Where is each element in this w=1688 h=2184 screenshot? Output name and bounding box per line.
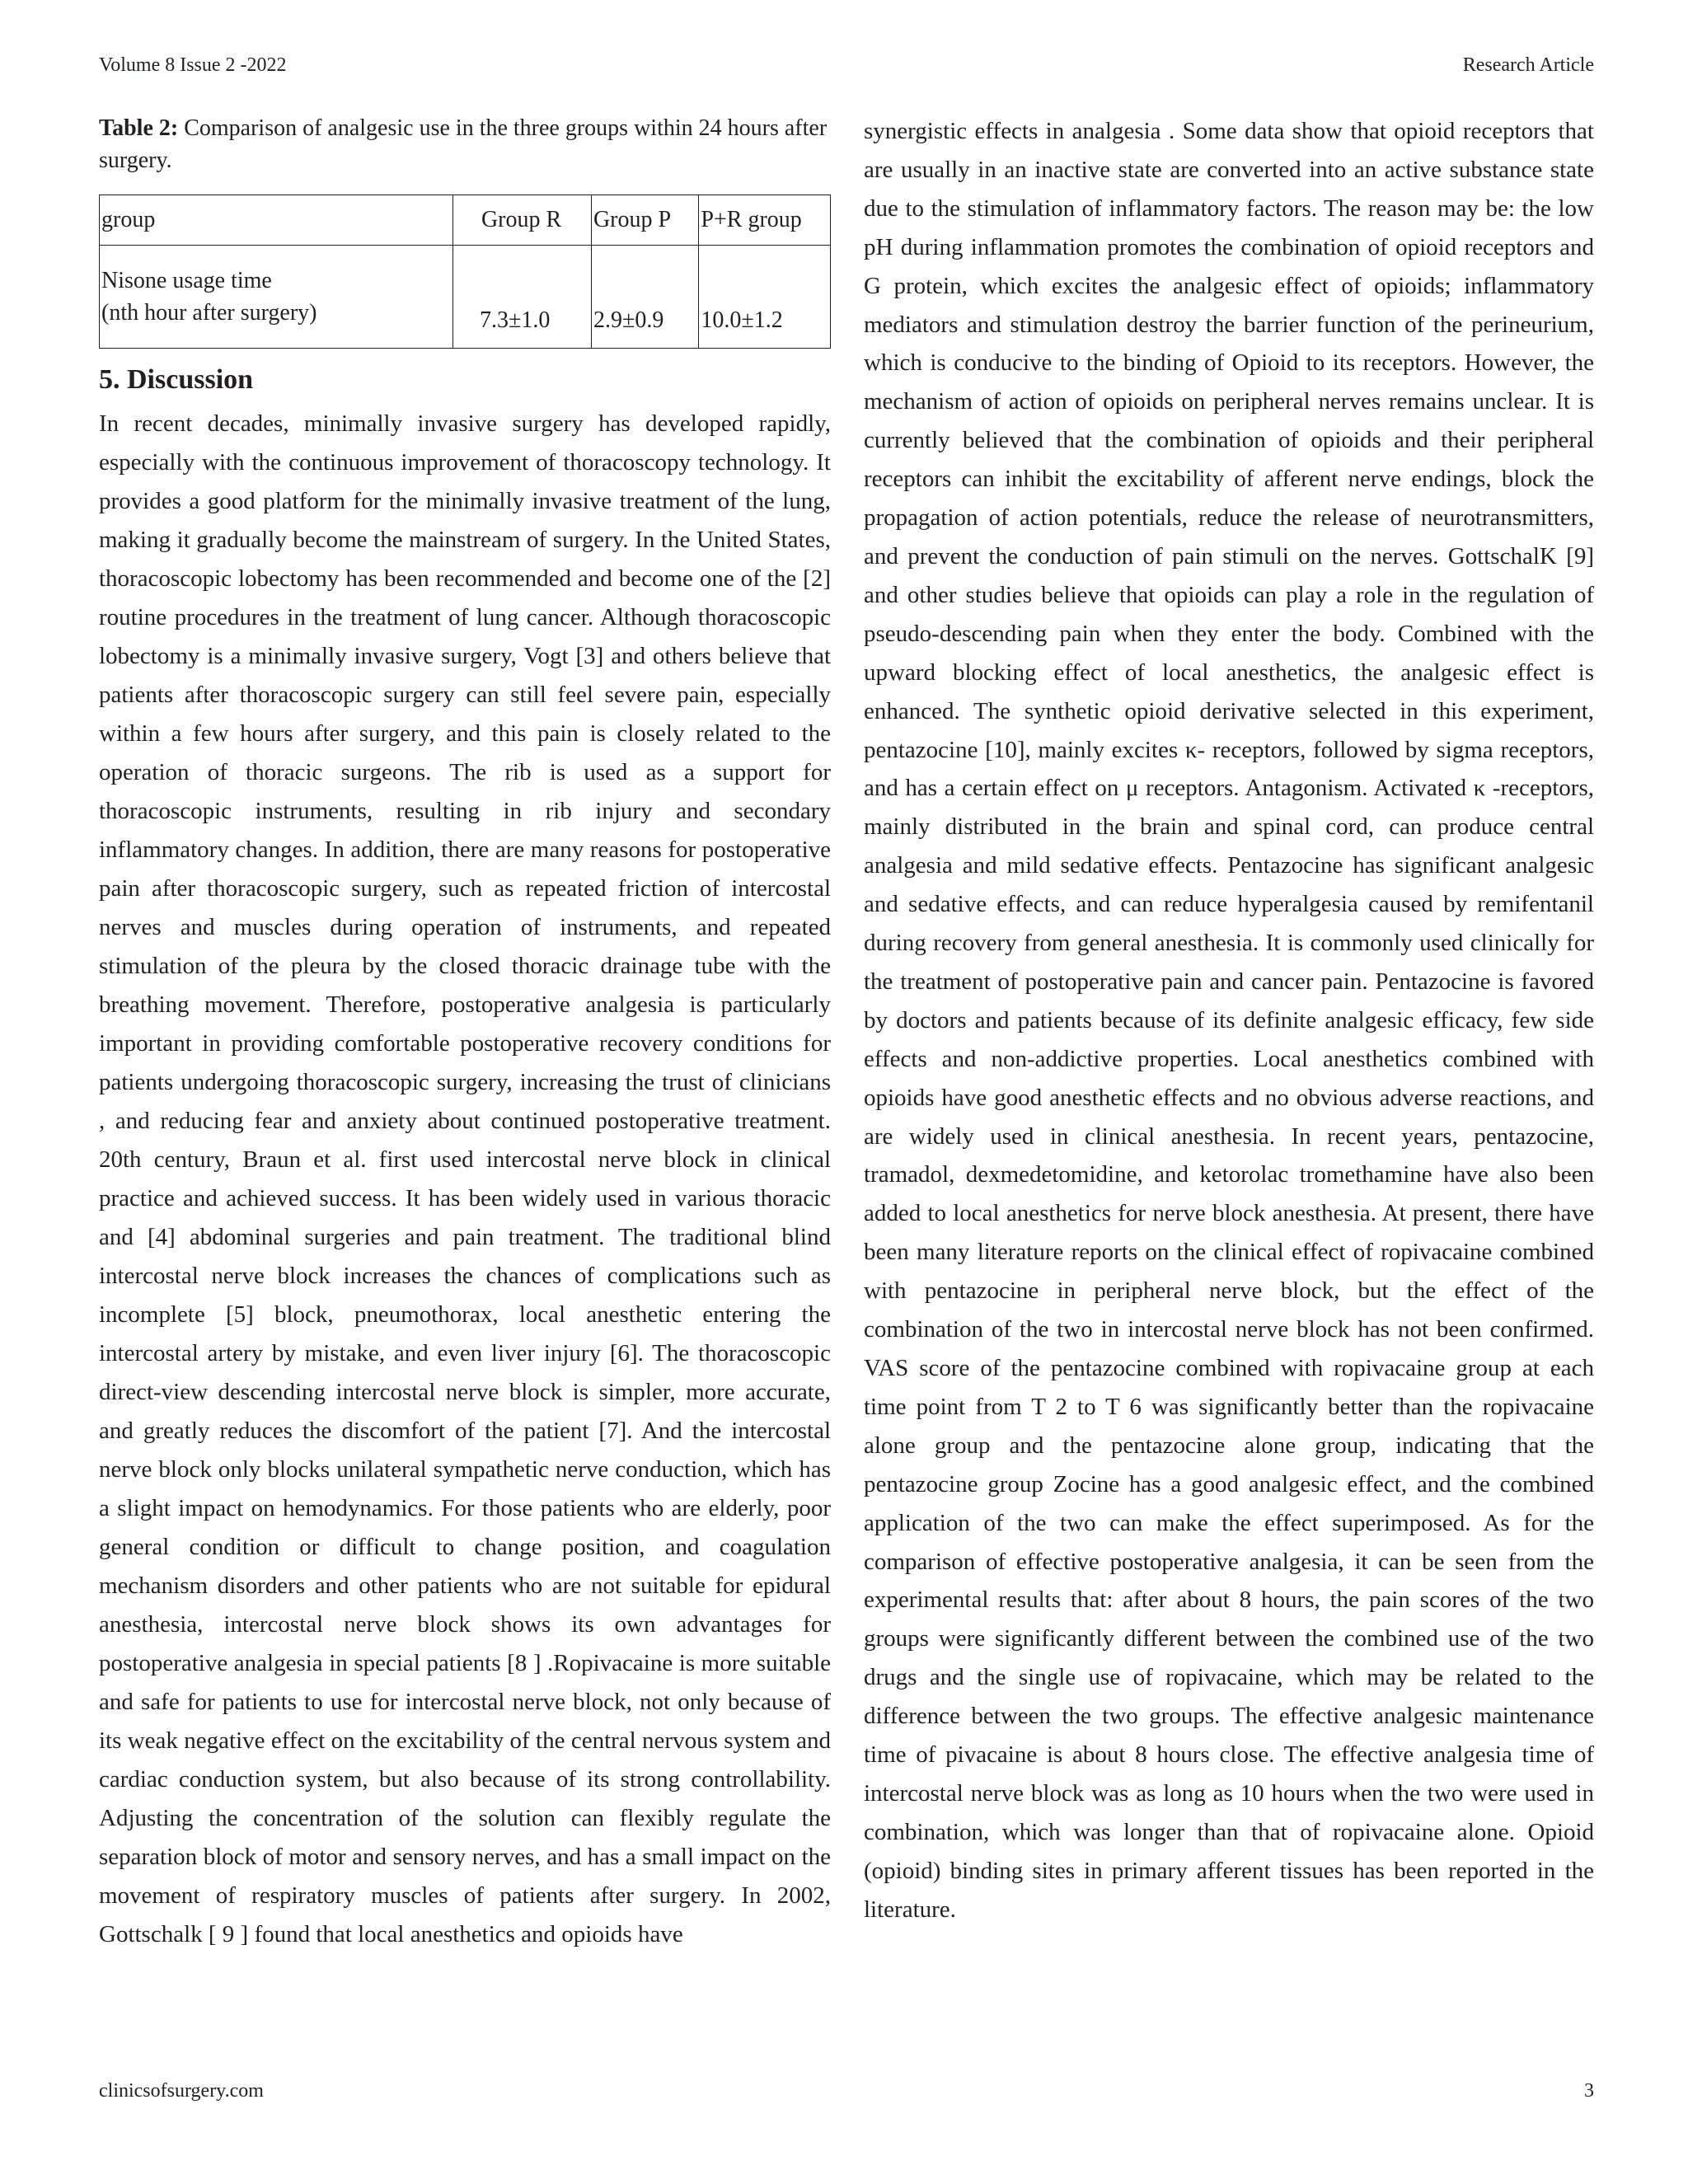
discussion-paragraph-left: In recent decades, minimally invasive surgery has developed rapidly, especially with the continuous improvement of thoracoscopy technology. It provides a good platform for the minimally invasive treatment of the lung, making it gradually become the mainstream of surgery. In the United States, thoracoscopic lobectomy has been recommended and become one of the [2] routine procedures in the treatment of lung cancer. Although thoracoscopic lobectomy is a minimally invasive surgery, Vogt [3] and others believe that patients after thoracoscopic surgery can still feel severe pain, especially within a few hours after surgery, and this pain is closely related to the operation of thoracic surgeons. The rib is used as a support for thoracoscopic instruments, resulting in rib injury and secondary inflammatory changes. In addition, there are many reasons for postoperative pain after thoracoscopic surgery, such as repeated friction of intercostal nerves and muscles during operation of instruments, and repeated stimulation of the pleura by the closed thoracic drainage tube with the breathing movement. Therefore, postoperative analgesia is particularly important in providing comfortable postoperative recovery conditions for patients undergoing thoracoscopic surgery, increasing the trust of clinicians , and reducing fear and anxiety about continued postoperative treatment. 20th century, Braun et al. first used intercostal nerve block in clinical practice and achieved success. It has been widely used in various thoracic and [4] abdominal surgeries and pain treatment. The traditional blind intercostal nerve block increases the chances of complications such as incomplete [5] block, pneumothorax, local anesthetic entering the intercostal artery by mistake, and even liver injury [6]. The thoracoscopic direct-view descending intercostal nerve block is simpler, more accurate, and greatly reduces the discomfort of the patient [7]. And the intercostal nerve block only blocks unilateral sympathetic nerve conduction, which has a slight impact on hemodynamics. For those patients who are elderly, poor general condition or difficult to change position, and coagulation mechanism disorders and other patients who are not suitable for epidural anesthesia, intercostal nerve block shows its own advantages for postoperative analgesia in special patients [8 ] .Ropivacaine is more suitable and safe for patients to use for intercostal nerve block, not only because of its weak negative effect on the excitability of the central nervous system and cardiac conduction system, but also because of its strong controllability. Adjusting the concentration of the solution can flexibly regulate the separation block of motor and sensory nerves, and has a small impact on the movement of respiratory muscles of patients after surgery. In 2002, Gottschalk [ 9 ] found that local anesthetics and opioids have bbox=[99, 410, 831, 1947]
left-column bbox=[99, 112, 831, 1954]
page-number: 3 bbox=[1584, 2080, 1594, 2102]
table-caption bbox=[99, 112, 831, 176]
row-label-line2: (nth hour after surgery) bbox=[101, 300, 317, 326]
table-caption-label: Table 2: bbox=[99, 115, 179, 141]
row-label bbox=[100, 246, 453, 349]
journal-volume: Volume 8 Issue 2 -2022 bbox=[99, 54, 287, 76]
col-header-group: group bbox=[100, 195, 453, 246]
analgesic-use-table bbox=[99, 194, 831, 349]
article-type: Research Article bbox=[1462, 54, 1594, 76]
discussion-paragraph-right: synergistic effects in analgesia . Some data show that opioid receptors that are usually in an inactive state are converted into an active substance state due to the stimulation of inflammatory factors. The reason may be: the low pH during inflammation promotes the combination of opioid receptors and G protein, which excites the analgesic effect of opioids; inflammatory mediators and stimulation destroy the barrier function of the perineurium, which is conducive to the binding of Opioid to its receptors. However, the mechanism of action of opioids on peripheral nerves remains unclear. It is currently believed that the combination of opioids and their peripheral receptors can inhibit the excitability of afferent nerve endings, block the propagation of action potentials, reduce the release of neurotransmitters, and prevent the conduction of pain stimuli on the nerves. GottschalK [9] and other studies believe that opioids can play a role in the regulation of pseudo-descending pain when they enter the body. Combined with the upward blocking effect of local anesthetics, the analgesic effect is enhanced. The synthetic opioid derivative selected in this experiment, pentazocine [10], mainly excites κ- receptors, followed by sigma receptors, and has a certain effect on μ receptors. Antagonism. Activated κ -receptors, mainly distributed in the brain and spinal cord, can produce central analgesia and mild sedative effects. Pentazocine has significant analgesic and sedative effects, and can reduce hyperalgesia caused by remifentanil during recovery from general anesthesia. It is commonly used clinically for the treatment of postoperative pain and cancer pain. Pentazocine is favored by doctors and patients because of its definite analgesic efficacy, few side effects and non-addictive properties. Local anesthetics combined with opioids have good anesthetic effects and no obvious adverse reactions, and are widely used in clinical anesthesia. In recent years, pentazocine, tramadol, dexmedetomidine, and ketorolac tromethamine have also been added to local anesthetics for nerve block anesthesia. At present, there have been many literature reports on the clinical effect of ropivacaine combined with pentazocine in peripheral nerve block, but the effect of the combination of the two in intercostal nerve block has not been confirmed. VAS score of the pentazocine combined with ropivacaine group at each time point from T 2 to T 6 was significantly better than the ropivacaine alone group and the pentazocine alone group, indicating that the pentazocine group Zocine has a good analgesic effect, and the combined application of the two can make the effect superimposed. As for the comparison of effective postoperative analgesia, it can be seen from the experimental results that: after about 8 hours, the pain scores of the two groups were significantly different between the combined use of the two drugs and the single use of ropivacaine, which may be related to the difference between the two groups. The effective analgesic maintenance time of pivacaine is about 8 hours close. The effective analgesia time of intercostal nerve block was as long as 10 hours when the two were used in combination, which was longer than that of ropivacaine alone. Opioid (opioid) binding sites in primary afferent tissues has been reported in the literature. bbox=[864, 118, 1594, 1923]
section-heading-discussion: 5. Discussion bbox=[99, 364, 254, 395]
footer-site: clinicsofsurgery.com bbox=[99, 2080, 264, 2102]
cell-group-p: 2.9±0.9 bbox=[591, 246, 698, 349]
col-header-pr-group: P+R group bbox=[699, 195, 831, 246]
right-column bbox=[864, 112, 1594, 1929]
cell-group-r: 7.3±1.0 bbox=[452, 246, 591, 349]
row-label-line1: Nisone usage time bbox=[101, 268, 272, 293]
col-header-group-r: Group R bbox=[452, 195, 591, 246]
table-header-row bbox=[100, 195, 831, 246]
cell-pr-group: 10.0±1.2 bbox=[699, 246, 831, 349]
col-header-group-p: Group P bbox=[591, 195, 698, 246]
table-row bbox=[100, 246, 831, 349]
table-caption-text: Comparison of analgesic use in the three groups within 24 hours after surgery. bbox=[99, 115, 828, 173]
